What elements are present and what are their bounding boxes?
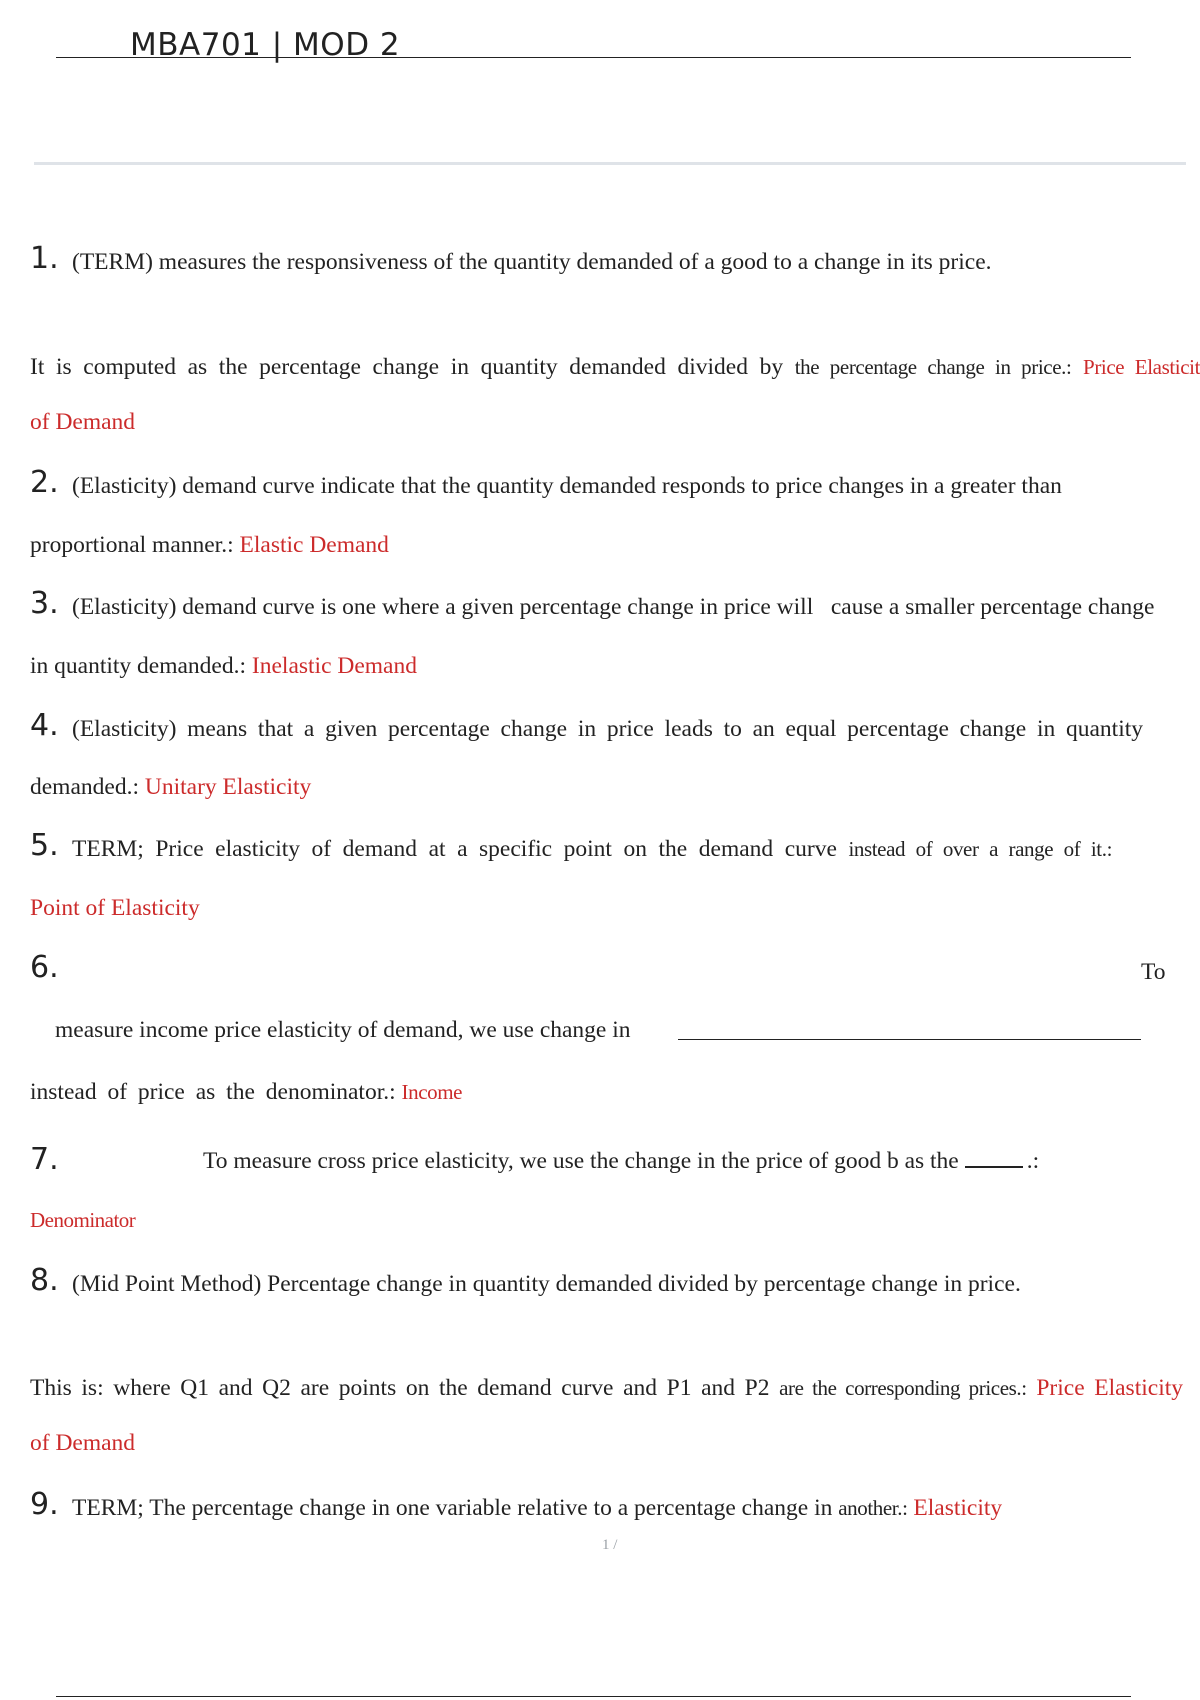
item-1-question: (TERM) measures the responsiveness of the quantity demanded of a good to a change in its price. — [72, 249, 992, 275]
item-8-definition — [30, 1374, 1183, 1402]
item-2-question-cont-text: proportional manner.: — [30, 532, 234, 558]
item-3-number: 3. — [30, 586, 59, 621]
item-7-question — [203, 1147, 1039, 1175]
item-4-number: 4. — [30, 708, 59, 743]
item-4-answer: Unitary Elasticity — [144, 774, 312, 800]
item-8-definition-text-b: are the corresponding prices.: — [779, 1376, 1027, 1400]
item-5-question-text-b: instead of over a range of it.: — [848, 837, 1113, 861]
item-8-question: (Mid Point Method) Percentage change in quantity demanded divided by percentage change in price. — [72, 1271, 1021, 1297]
item-6-question-start: To — [1141, 959, 1166, 985]
item-9-question-text-b: another.: — [838, 1496, 908, 1520]
item-4-question: (Elasticity) means that a given percentage change in price leads to an equal percentage change in quantity — [72, 716, 1143, 742]
item-5-question-text: TERM; Price elasticity of demand at a specific point on the demand curve — [72, 836, 837, 862]
item-3-question-cont-text: in quantity demanded.: — [30, 653, 247, 679]
item-1-definition — [30, 353, 1200, 381]
item-4-question-cont — [30, 773, 311, 801]
item-7-blank — [965, 1166, 1023, 1168]
item-6-question: measure income price elasticity of demand, we use change in — [55, 1017, 631, 1043]
section-divider — [34, 162, 1186, 165]
item-7-answer: Denominator — [30, 1208, 136, 1232]
item-9-question — [72, 1494, 1002, 1522]
item-4-question-cont-text: demanded.: — [30, 774, 139, 800]
item-5-answer: Point of Elasticity — [30, 895, 200, 921]
item-1-answer: Price Elasticit — [1083, 355, 1200, 379]
item-6-answer: Income — [401, 1080, 463, 1104]
item-2-number: 2. — [30, 465, 59, 500]
item-1-number: 1. — [30, 241, 59, 276]
item-3-question-cont — [30, 652, 417, 680]
item-1-answer-cont: of Demand — [30, 409, 136, 435]
item-2-answer: Elastic Demand — [239, 532, 389, 558]
footer-rule — [56, 1696, 1131, 1697]
item-5-question — [72, 835, 1112, 863]
item-9-number: 9. — [30, 1487, 59, 1522]
document-title: MBA701 | MOD 2 — [130, 27, 401, 63]
item-1-definition-text-b: the percentage change in price.: — [794, 355, 1072, 379]
item-8-answer-cont: of Demand — [30, 1430, 136, 1456]
item-7-number: 7. — [30, 1142, 59, 1177]
item-2-question: (Elasticity) demand curve indicate that the quantity demanded responds to price changes in a greater than — [72, 473, 1062, 499]
item-9-answer: Elasticity — [913, 1495, 1003, 1521]
item-6-blank — [678, 1039, 1141, 1040]
item-2-question-cont — [30, 531, 389, 559]
item-3-answer: Inelastic Demand — [251, 653, 417, 679]
item-8-answer: Price Elasticity — [1036, 1375, 1184, 1401]
item-6-number: 6. — [30, 950, 59, 985]
item-7-question-text: To measure cross price elasticity, we use the change in the price of good b as the — [203, 1148, 959, 1174]
page-number: 1 / — [602, 1537, 618, 1553]
item-6-question-cont — [30, 1078, 462, 1106]
item-8-definition-text: This is: where Q1 and Q2 are points on the demand curve and P1 and P2 — [30, 1375, 770, 1401]
item-8-number: 8. — [30, 1263, 59, 1298]
item-6-question-cont-text: instead of price as the denominator.: — [30, 1079, 396, 1105]
item-7-question-tail: .: — [1026, 1148, 1040, 1174]
item-5-number: 5. — [30, 828, 59, 863]
item-9-question-text: TERM; The percentage change in one variable relative to a percentage change in — [72, 1495, 833, 1521]
item-3-question: (Elasticity) demand curve is one where a given percentage change in price will cause a smaller percentage change — [72, 594, 1155, 620]
item-1-definition-text: It is computed as the percentage change in quantity demanded divided by — [30, 354, 784, 380]
